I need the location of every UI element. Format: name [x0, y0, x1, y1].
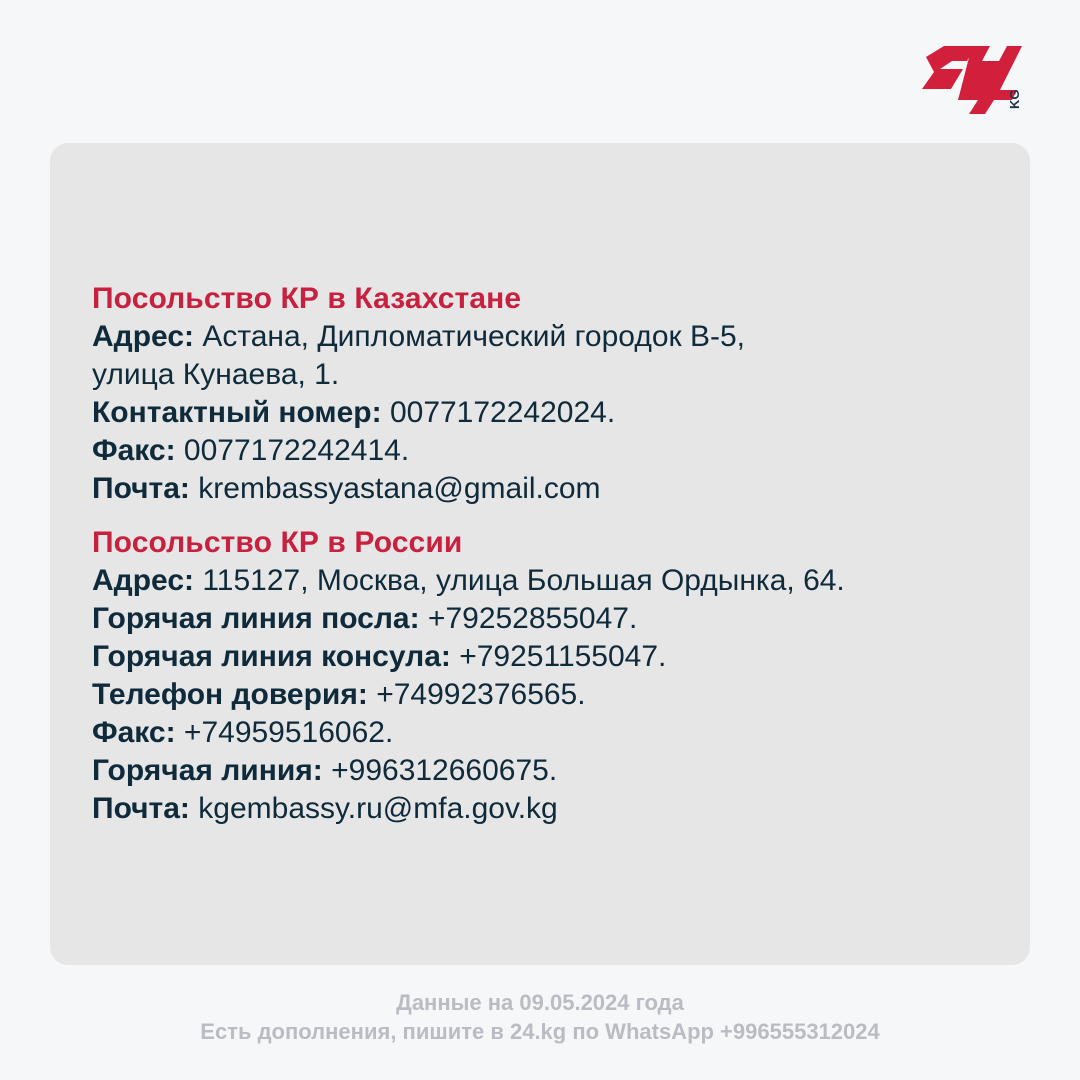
- kazakhstan-email-line: [92, 470, 988, 508]
- russia-hotline-label: Горячая линия:: [92, 754, 323, 787]
- brand-logo: [918, 42, 1036, 114]
- russia-ambassador-hotline-line: [92, 600, 988, 638]
- russia-hotline-value: +996312660675.: [322, 754, 558, 787]
- kazakhstan-fax-value: 0077172242414.: [175, 434, 410, 467]
- brand-logo-suffix: KG: [1007, 89, 1022, 109]
- russia-email-value: kgembassy.ru@mfa.gov.kg: [189, 792, 558, 825]
- russia-consul-hotline-line: [92, 638, 988, 676]
- kazakhstan-contact-label: Контактный номер:: [92, 396, 382, 429]
- russia-fax-line: [92, 714, 988, 752]
- russia-address-label: Адрес:: [92, 564, 194, 597]
- russia-ambassador-hotline-value: +79252855047.: [419, 602, 638, 635]
- russia-email-label: Почта:: [92, 792, 190, 825]
- content-card: [50, 143, 1030, 965]
- kazakhstan-fax-line: [92, 432, 988, 470]
- russia-address-line: [92, 562, 988, 600]
- embassy-kazakhstan-section: [92, 280, 988, 508]
- kazakhstan-contact-value: 0077172242024.: [381, 396, 616, 429]
- russia-address-value: 115127, Москва, улица Большая Ордынка, 64.: [194, 564, 845, 597]
- brand-logo-icon: [918, 42, 1036, 114]
- russia-fax-label: Факс:: [92, 716, 176, 749]
- russia-trust-phone-label: Телефон доверия:: [92, 678, 368, 711]
- kazakhstan-contact-line: [92, 394, 988, 432]
- embassy-kazakhstan-title: Посольство КР в Казахстане: [92, 282, 522, 315]
- russia-fax-value: +74959516062.: [175, 716, 394, 749]
- kazakhstan-address-line: [92, 318, 988, 356]
- embassy-russia-section: [92, 524, 988, 828]
- footer-contact-note: Есть дополнения, пишите в 24.kg по WhatsApp +996555312024: [200, 1019, 880, 1044]
- russia-trust-phone-value: +74992376565.: [367, 678, 586, 711]
- embassy-russia-title: Посольство КР в России: [92, 526, 463, 559]
- kazakhstan-email-label: Почта:: [92, 472, 190, 505]
- footer-date: Данные на 09.05.2024 года: [396, 990, 684, 1015]
- kazakhstan-address-continuation-value: улица Кунаева, 1.: [92, 358, 340, 391]
- kazakhstan-fax-label: Факс:: [92, 434, 176, 467]
- kazakhstan-address-continuation: [92, 356, 988, 394]
- kazakhstan-email-value: krembassyastana@gmail.com: [189, 472, 601, 505]
- russia-consul-hotline-value: +79251155047.: [450, 640, 667, 673]
- russia-consul-hotline-label: Горячая линия консула:: [92, 640, 451, 673]
- footer-note: [0, 988, 1080, 1046]
- russia-email-line: [92, 790, 988, 828]
- kazakhstan-address-value: Астана, Дипломатический городок В-5,: [194, 320, 745, 353]
- russia-ambassador-hotline-label: Горячая линия посла:: [92, 602, 420, 635]
- russia-trust-phone-line: [92, 676, 988, 714]
- kazakhstan-address-label: Адрес:: [92, 320, 194, 353]
- russia-hotline-line: [92, 752, 988, 790]
